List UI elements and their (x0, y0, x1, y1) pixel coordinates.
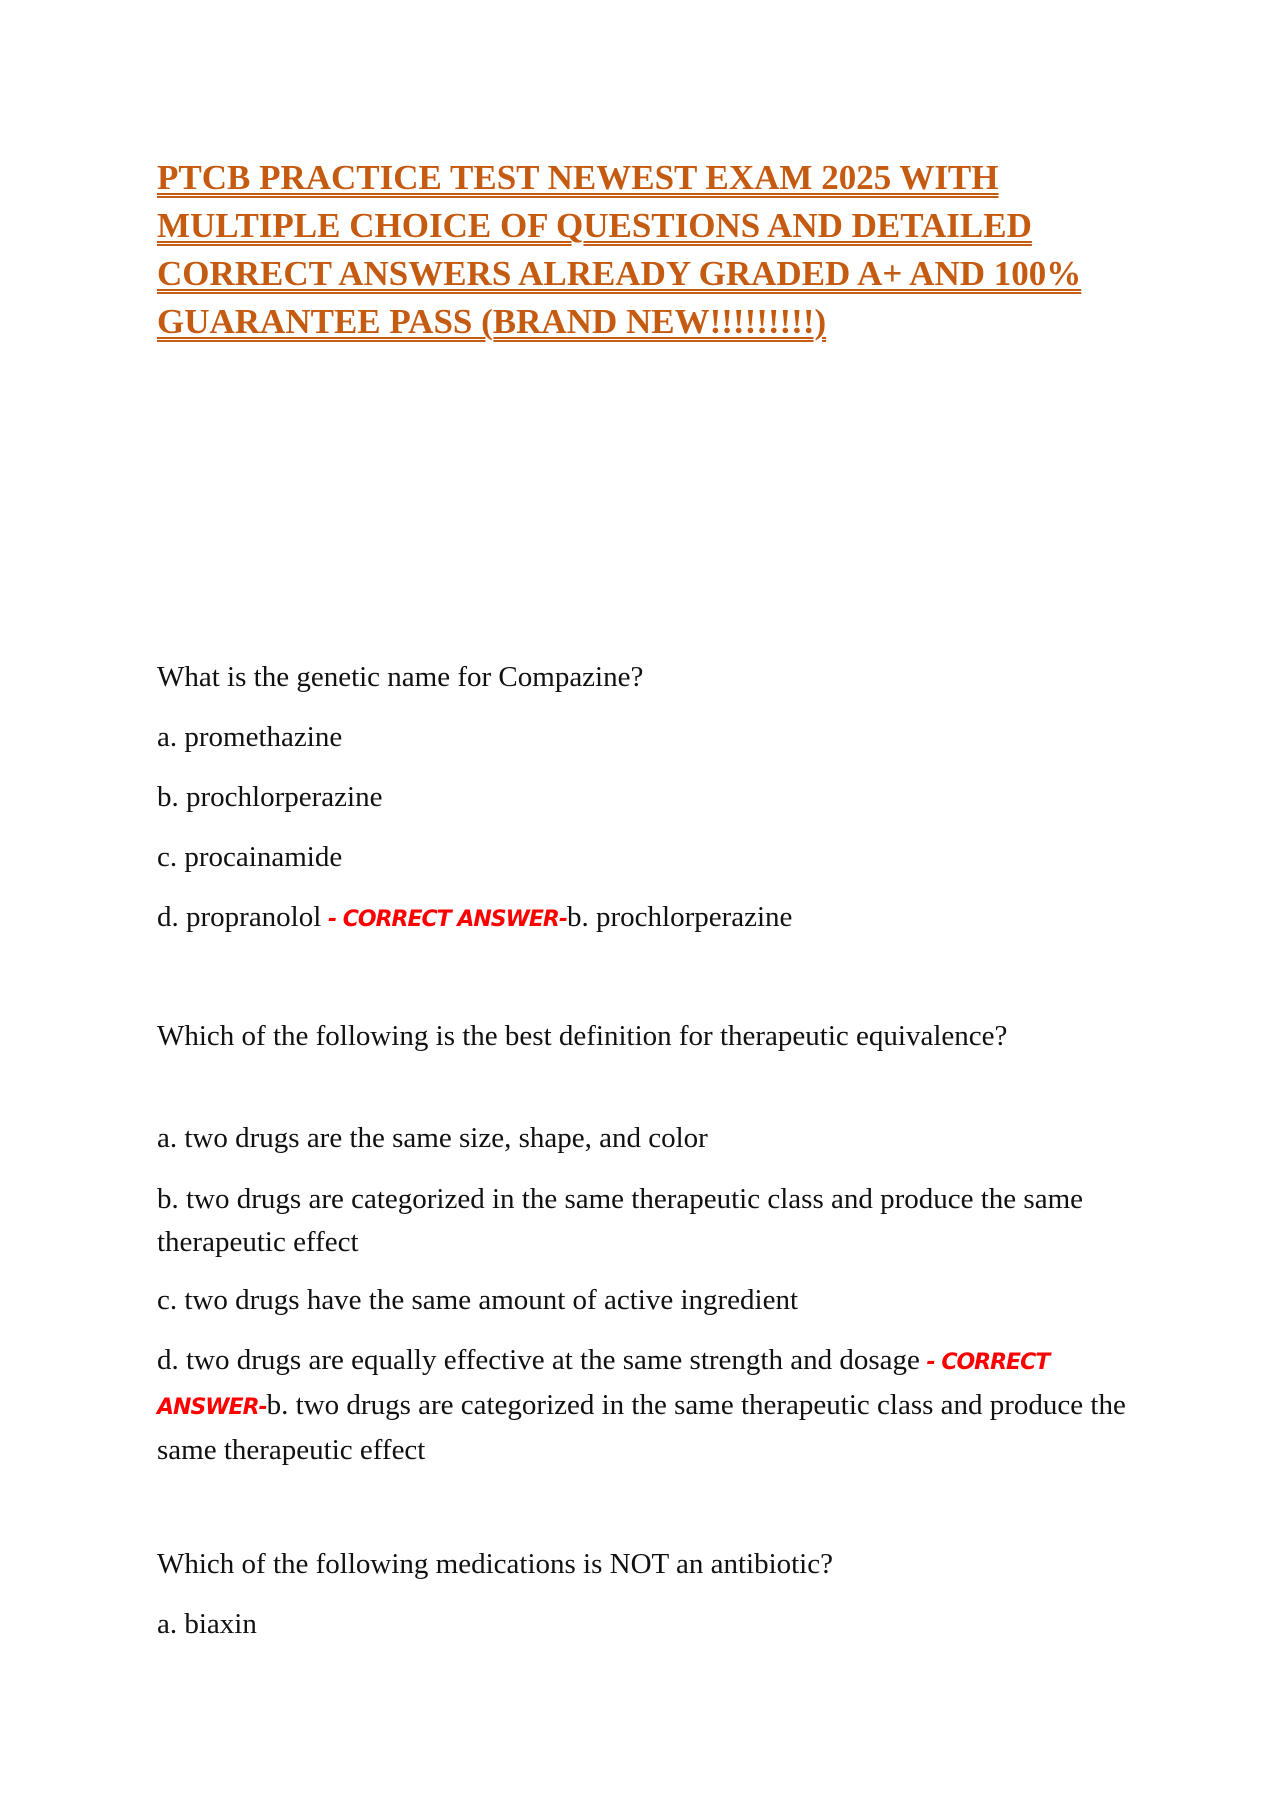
correct-answer-marker: - CORRECT ANSWER- (157, 1350, 1050, 1420)
q2-option-d (157, 1339, 1157, 1472)
question-2: Which of the following is the best definition for therapeutic equivalence? (157, 1020, 1008, 1052)
correct-answer-marker: - CORRECT ANSWER- (321, 907, 567, 932)
option-text: d. propranolol (157, 901, 322, 933)
option-text: d. two drugs are equally effective at the same strength and dosage (157, 1344, 920, 1376)
question-3: Which of the following medications is NOT an antibiotic? (157, 1548, 833, 1580)
q3-option-a: a. biaxin (157, 1608, 257, 1640)
q1-option-d (157, 896, 1157, 941)
q1-option-a: a. promethazine (157, 721, 343, 753)
title-text: PTCB PRACTICE TEST NEWEST EXAM 2025 WITH MULTIPLE CHOICE OF QUESTIONS AND DETAILED CORRECT ANSWERS ALREADY GRADED A+ AND 100% GUARANTEE PASS (BRAND NEW!!!!!!!!!) (157, 158, 1082, 341)
answer-text: b. two drugs are categorized in the same therapeutic class and produce the same therapeutic effect (157, 1389, 1126, 1466)
q2-option-c: c. two drugs have the same amount of active ingredient (157, 1284, 799, 1316)
q2-option-b: b. two drugs are categorized in the same therapeutic class and produce the same therapeutic effect (157, 1183, 1084, 1258)
q1-option-c: c. procainamide (157, 841, 343, 873)
q2-option-a: a. two drugs are the same size, shape, and color (157, 1122, 708, 1154)
question-1: What is the genetic name for Compazine? (157, 661, 644, 693)
document-title (157, 154, 1157, 346)
q1-option-b: b. prochlorperazine (157, 781, 383, 813)
answer-text: b. prochlorperazine (566, 901, 793, 933)
